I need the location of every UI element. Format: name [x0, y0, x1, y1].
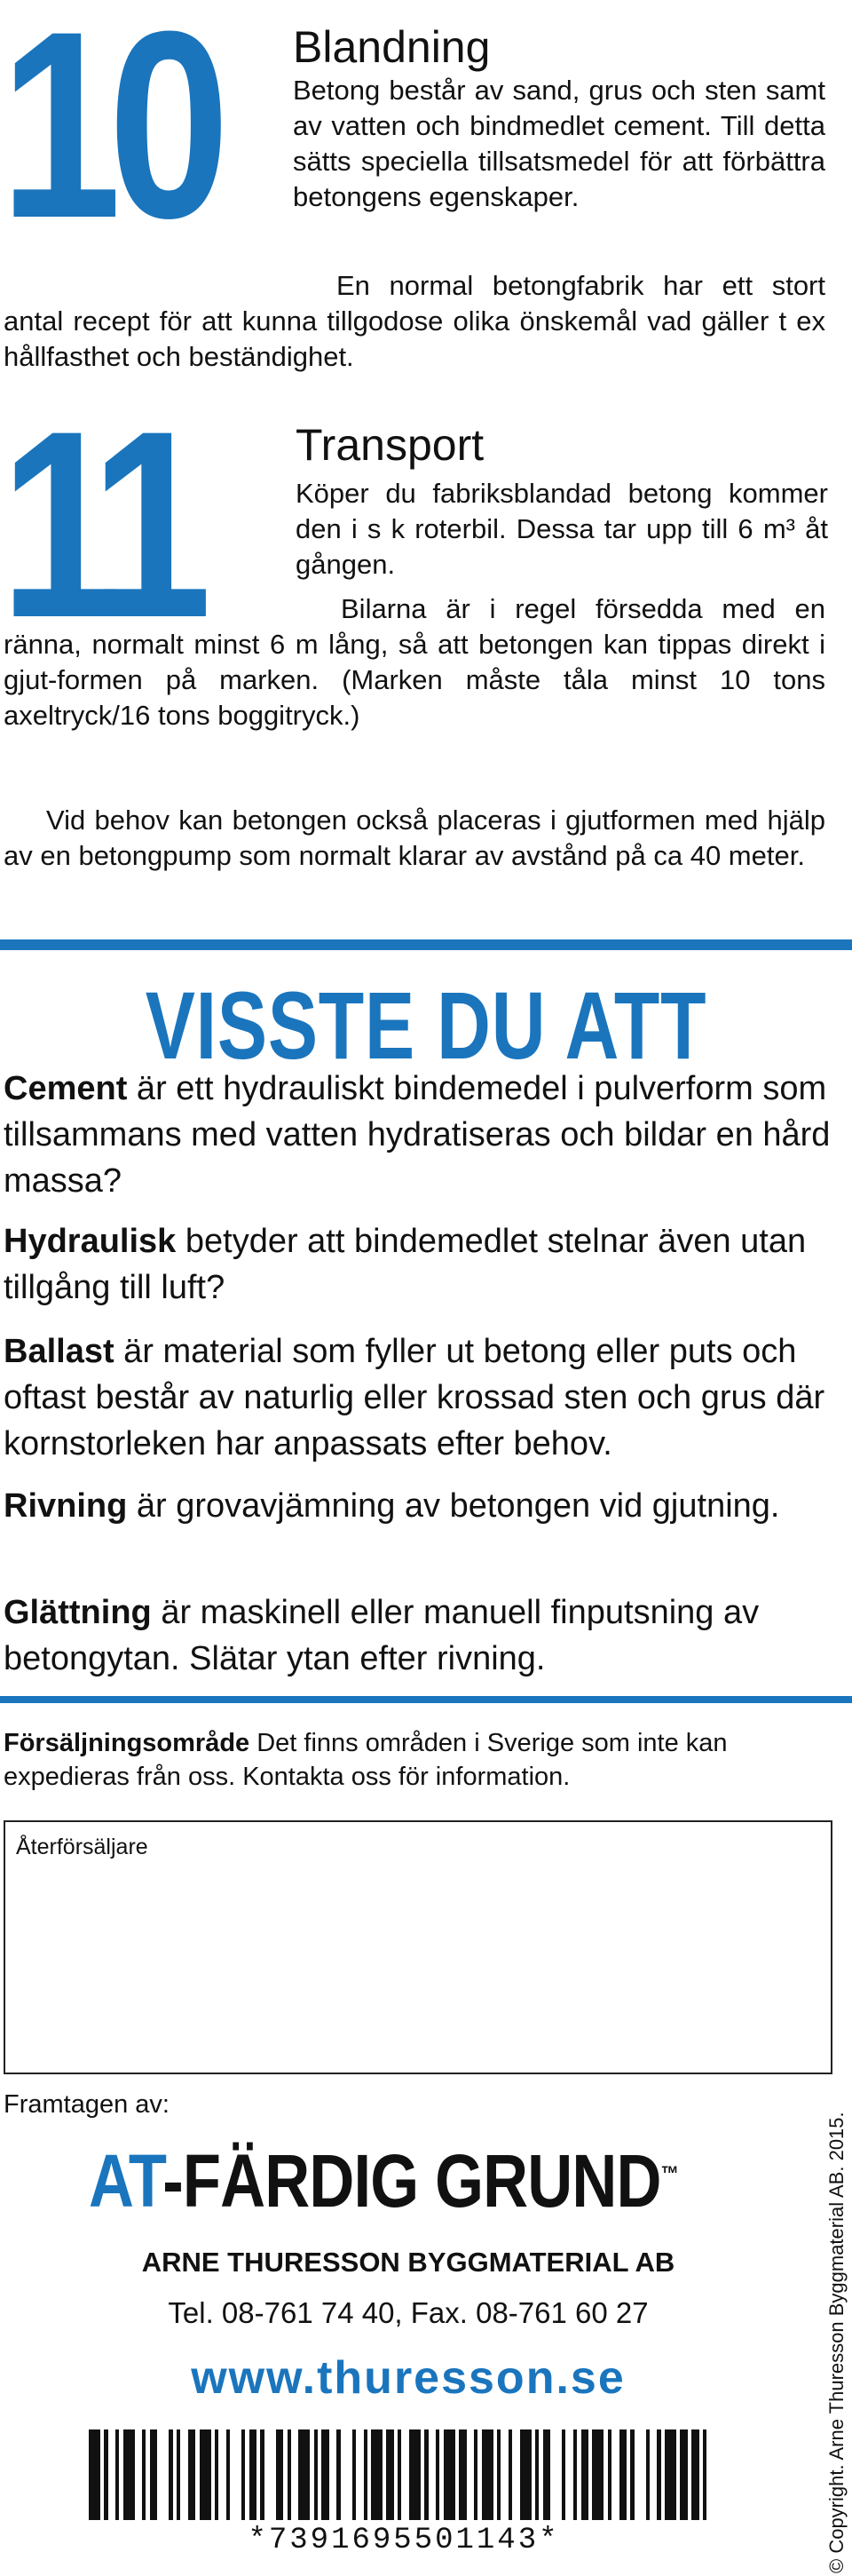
- barcode-bar: [592, 2429, 604, 2520]
- fact-text: är material som fyller ut betong eller puts och oftast består av naturlig eller krossad sten och grus där kornstorleken har anpassats efter behov.: [4, 1333, 825, 1462]
- barcode-space: [329, 2429, 337, 2520]
- barcode-space: [135, 2429, 143, 2520]
- barcode-space: [356, 2429, 364, 2520]
- barcode-bar: [444, 2429, 455, 2520]
- barcode-bar: [249, 2429, 257, 2520]
- section-11-paragraph-3: [4, 803, 825, 874]
- section-number-10: 10: [0, 0, 217, 273]
- fact-hydraulisk: [4, 1218, 838, 1311]
- barcode-space: [218, 2429, 226, 2520]
- logo-rest: -FÄRDIG GRUND: [162, 2139, 661, 2223]
- barcode-bar: [386, 2429, 394, 2520]
- fact-glattning: [4, 1589, 838, 1682]
- barcode-space: [565, 2429, 573, 2520]
- barcode-space: [611, 2429, 619, 2520]
- barcode-bar: [680, 2429, 688, 2520]
- barcode-bar: [520, 2429, 532, 2520]
- logo-at: AT: [89, 2139, 163, 2223]
- barcode-bar: [482, 2429, 493, 2520]
- section-11-paragraph-3-text: Vid behov kan betongen också placeras i gjutformen med hjälp av en betongpump som normalt klarar av avstånd på ca 40 meter.: [4, 805, 825, 871]
- barcode-bar: [276, 2429, 284, 2520]
- website-link[interactable]: www.thuresson.se: [191, 2352, 626, 2404]
- barcode-bar: [298, 2429, 310, 2520]
- fact-text: betyder att bindemedlet stelnar även utan tillgång till luft?: [4, 1223, 807, 1306]
- fact-ballast: [4, 1328, 838, 1467]
- barcode-space: [180, 2429, 188, 2520]
- at-fardig-grund-logo: [89, 2138, 678, 2224]
- fact-rivning: [4, 1483, 838, 1529]
- blue-divider-top: [0, 939, 852, 950]
- barcode-number: *7391695501143*: [248, 2524, 560, 2557]
- phone-fax: Tel. 08-761 74 40, Fax. 08-761 60 27: [168, 2296, 649, 2329]
- barcode-space: [635, 2429, 646, 2520]
- barcode-bar: [665, 2429, 676, 2520]
- barcode-space: [264, 2429, 276, 2520]
- barcode-bar: [321, 2429, 329, 2520]
- section-11-paragraph-1: Köper du fabriksblandad betong kommer den i s k roterbil. Dessa tar upp till 6 m³ åt gången.: [296, 478, 828, 580]
- barcode-space: [401, 2429, 409, 2520]
- barcode-space: [501, 2429, 509, 2520]
- fact-cement: [4, 1066, 838, 1204]
- fact-term: Hydraulisk: [4, 1223, 177, 1260]
- barcode-bar: [691, 2429, 699, 2520]
- barcode-bar: [619, 2429, 627, 2520]
- barcode-bar: [371, 2429, 383, 2520]
- barcode-space: [157, 2429, 169, 2520]
- section-10-paragraph-2-text: En normal betongfabrik har ett stort antal recept för att kunna tillgodose olika önskemål vad gäller t ex hållfasthet och beständighet.: [4, 270, 825, 372]
- copyright-notice: © Copyright. Arne Thuresson Byggmaterial AB. 2015.: [825, 2112, 848, 2573]
- barcode-bar: [409, 2429, 421, 2520]
- sales-area-text: Det finns områden i Sverige som inte kan expedieras från oss. Kontakta oss för information.: [4, 1729, 728, 1791]
- barcode-space: [467, 2429, 475, 2520]
- produced-by-label: Framtagen av:: [4, 2090, 170, 2119]
- barcode-bar: [543, 2429, 551, 2520]
- blue-divider-bottom: [0, 1696, 852, 1703]
- barcode-space: [550, 2429, 562, 2520]
- company-name: ARNE THURESSON BYGGMATERIAL AB: [141, 2247, 675, 2278]
- barcode-space: [108, 2429, 116, 2520]
- section-10-paragraph-2: [4, 268, 825, 375]
- fact-term: Rivning: [4, 1487, 128, 1525]
- section-11-paragraph-2: [4, 591, 825, 733]
- fact-term: Ballast: [4, 1333, 114, 1370]
- barcode-bar: [150, 2429, 158, 2520]
- fact-text: är ett hydrauliskt bindemedel i pulverform som tillsammans med vatten hydratiseras och bildar en hård massa?: [4, 1070, 831, 1200]
- barcode-bar: [200, 2429, 211, 2520]
- barcode-bar: [188, 2429, 196, 2520]
- barcode: [89, 2429, 719, 2520]
- fact-text: är grovavjämning av betongen vid gjutning.: [127, 1487, 780, 1525]
- section-number-11: 11: [0, 375, 193, 673]
- barcode-space: [341, 2429, 352, 2520]
- fact-text: är maskinell eller manuell finputsning av betongytan. Slätar ytan efter rivning.: [4, 1594, 760, 1677]
- barcode-bar: [459, 2429, 467, 2520]
- logo-trademark: ™: [660, 2162, 678, 2186]
- barcode-space: [230, 2429, 241, 2520]
- fact-term: Cement: [4, 1070, 128, 1107]
- dealer-label: Återförsäljare: [16, 1835, 148, 1859]
- barcode-space: [650, 2429, 658, 2520]
- sales-area-note: [4, 1726, 833, 1794]
- barcode-space: [706, 2429, 718, 2520]
- section-heading-blandning: Blandning: [293, 22, 491, 72]
- barcode-space: [512, 2429, 520, 2520]
- fact-term: Glättning: [4, 1594, 152, 1631]
- sales-area-term: Försäljningsområde: [4, 1729, 250, 1757]
- barcode-space: [291, 2429, 299, 2520]
- barcode-bar: [89, 2429, 100, 2520]
- barcode-bar: [581, 2429, 589, 2520]
- barcode-space: [429, 2429, 437, 2520]
- section-10-paragraph-1: Betong består av sand, grus och sten samt av vatten och bindmedlet cement. Till detta sätts speciella tillsatsmedel för att förbättra betongens egenskaper.: [293, 75, 825, 212]
- section-11-paragraph-2-text: Bilarna är i regel försedda med en ränna, normalt minst 6 m lång, så att betongen kan tippas direkt i gjut-formen på marken. (Marken måste tåla minst 10 tons axeltryck/16 tons boggitryck.): [4, 593, 825, 731]
- barcode-bar: [123, 2429, 135, 2520]
- section-heading-transport: Transport: [296, 420, 485, 470]
- visste-du-att-title: VISSTE DU ATT: [145, 971, 707, 1079]
